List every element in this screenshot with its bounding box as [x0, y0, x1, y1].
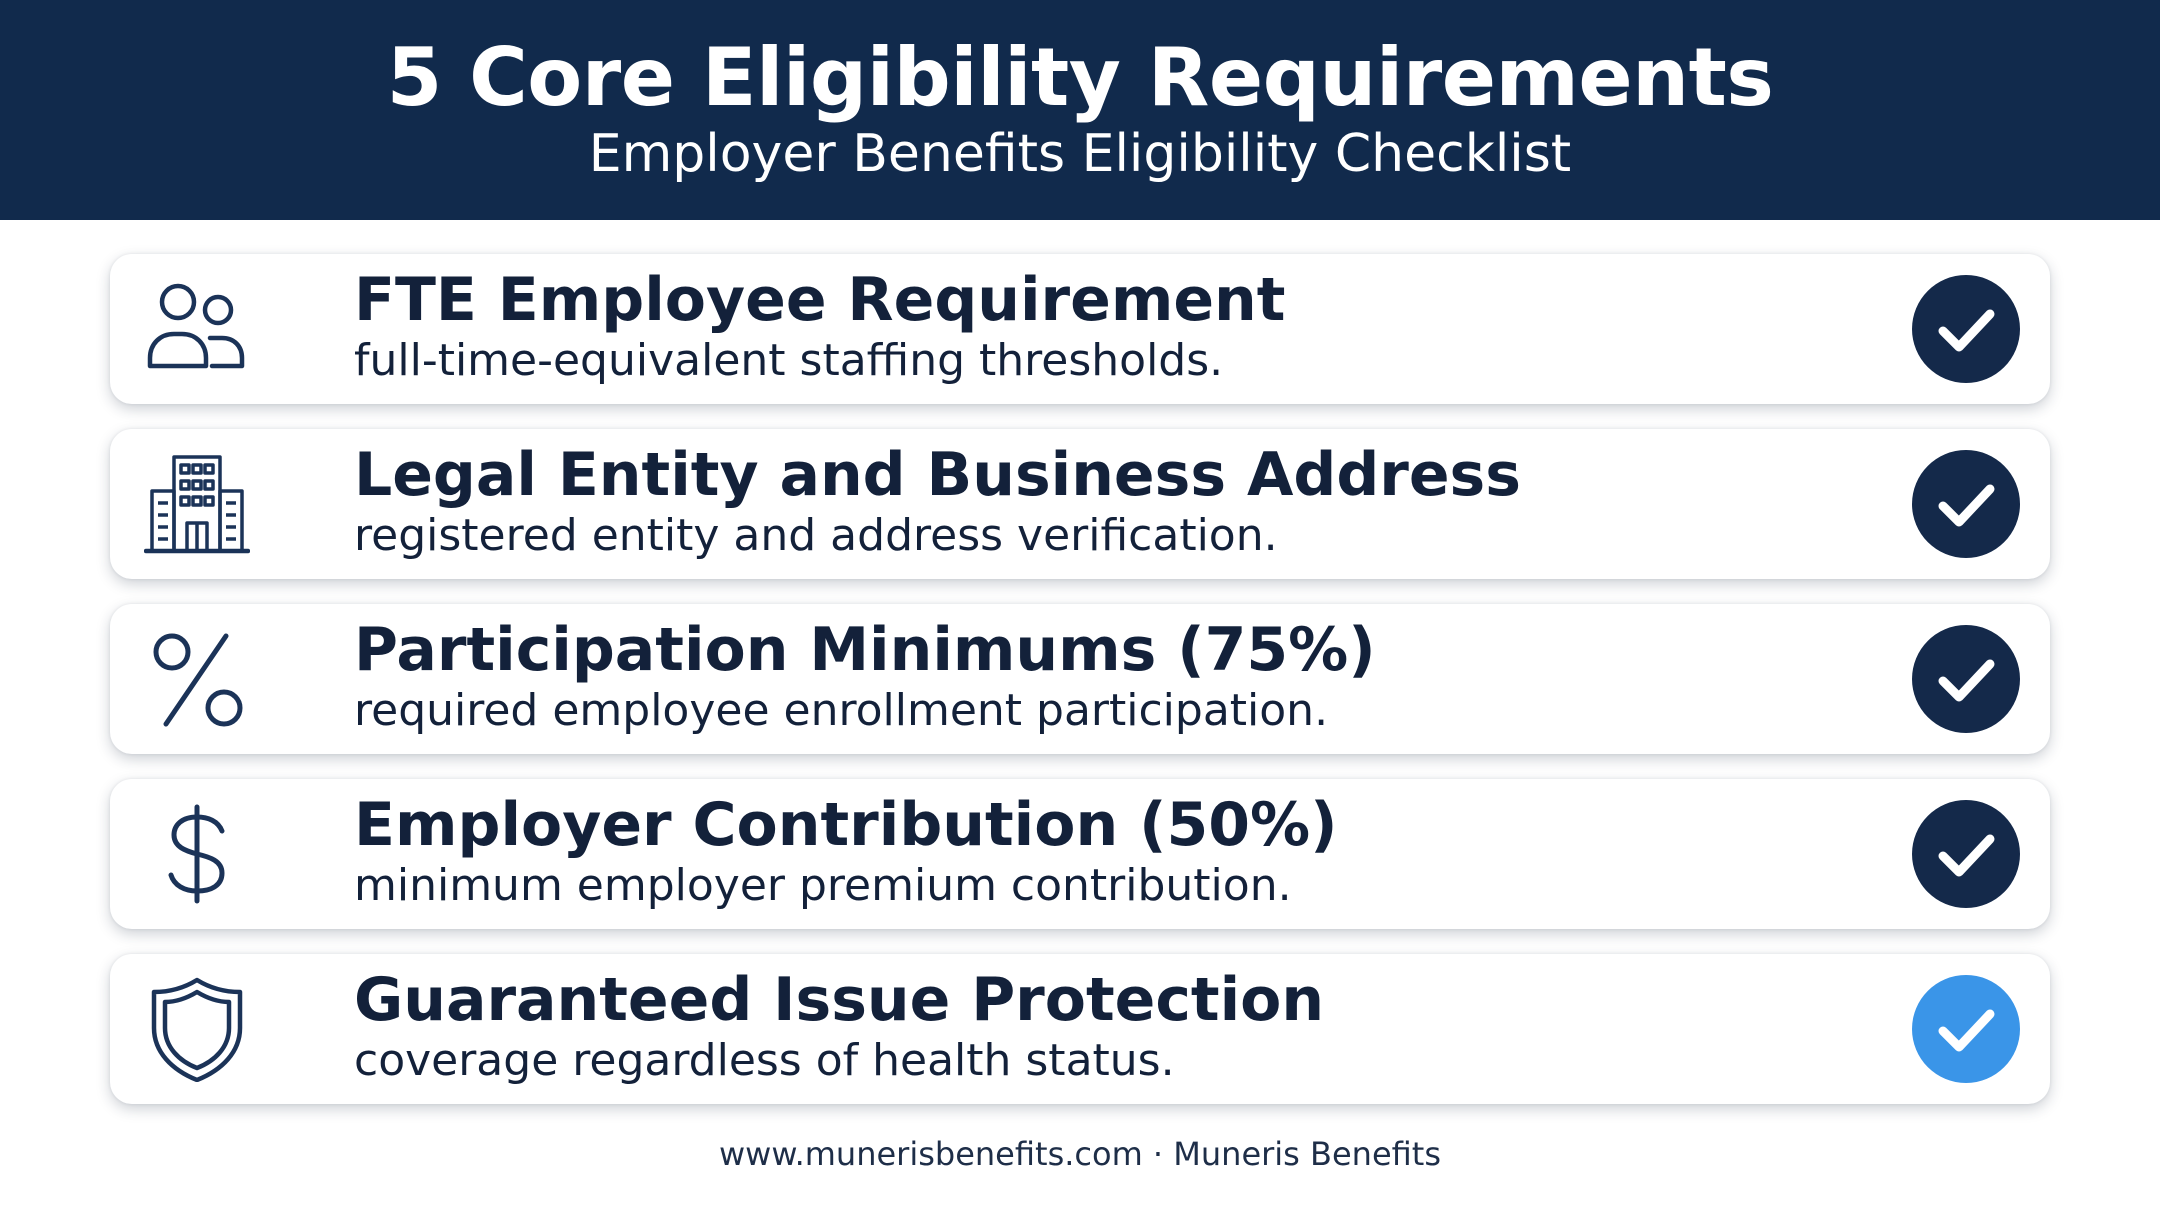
requirement-description: coverage regardless of health status. — [354, 1035, 1175, 1086]
requirement-title: FTE Employee Requirement — [354, 265, 1286, 335]
requirement-title: Guaranteed Issue Protection — [354, 965, 1325, 1035]
page-title: 5 Core Eligibility Requirements — [386, 31, 1774, 124]
requirement-title: Employer Contribution (50%) — [354, 790, 1338, 860]
requirement-card-fte — [110, 254, 2050, 404]
requirement-description: full-time-equivalent staffing thresholds. — [354, 335, 1224, 386]
people-icon — [144, 276, 250, 382]
requirement-card-guaranteed-issue — [110, 954, 2050, 1104]
requirement-description: minimum employer premium contribution. — [354, 860, 1292, 911]
requirement-card-legal-entity — [110, 429, 2050, 579]
footer-website: www.munerisbenefits.com · Muneris Benefits — [719, 1135, 1441, 1173]
check-icon — [1912, 975, 2020, 1083]
requirement-card-participation — [110, 604, 2050, 754]
requirement-description: registered entity and address verification. — [354, 510, 1278, 561]
requirement-description: required employee enrollment participation. — [354, 685, 1329, 736]
requirement-title: Legal Entity and Business Address — [354, 440, 1521, 510]
check-icon — [1912, 275, 2020, 383]
page-subtitle: Employer Benefits Eligibility Checklist — [588, 124, 1572, 184]
check-icon — [1912, 625, 2020, 733]
shield-icon — [144, 976, 250, 1082]
requirement-title: Participation Minimums (75%) — [354, 615, 1376, 685]
check-icon — [1912, 800, 2020, 908]
check-icon — [1912, 450, 2020, 558]
header-banner — [0, 0, 2160, 220]
building-icon — [144, 451, 250, 557]
requirements-list — [110, 254, 2050, 1129]
dollar-icon — [144, 801, 250, 907]
percent-icon — [144, 626, 250, 732]
requirement-card-contribution — [110, 779, 2050, 929]
